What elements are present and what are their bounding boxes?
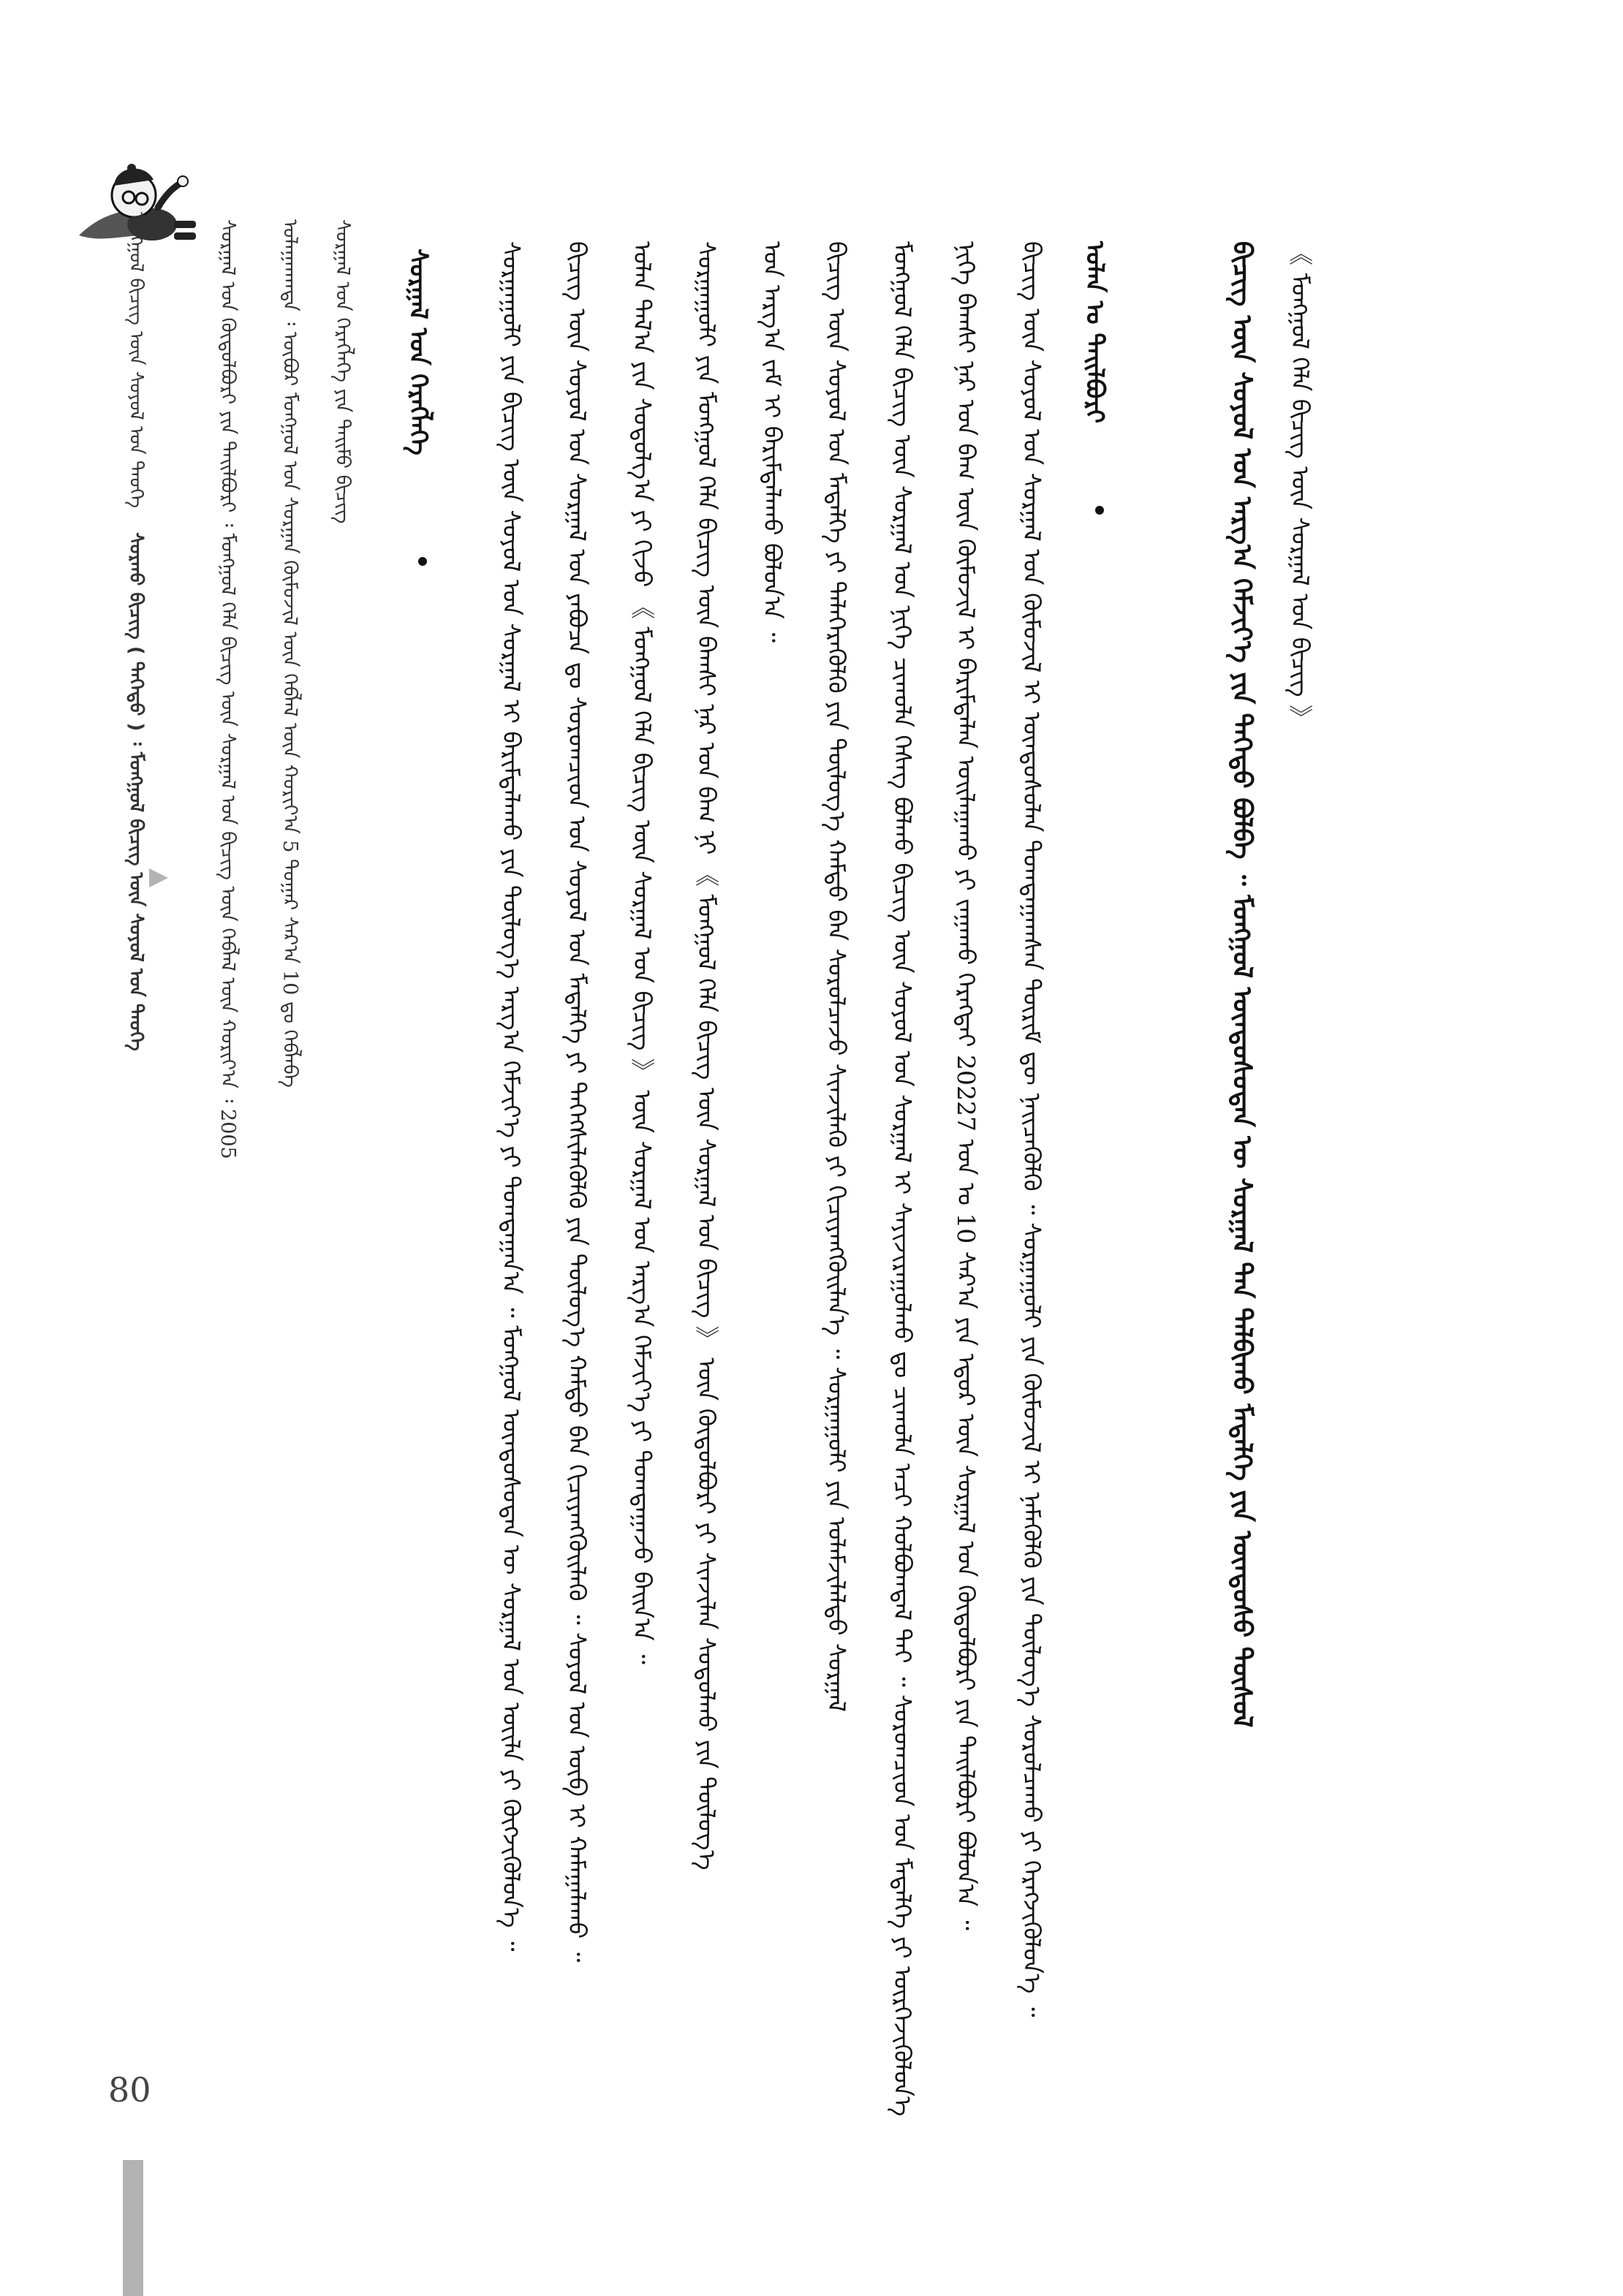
main-subheading: 《 ᠮᠣᠩᠭᠣᠯ ᠬᠡᠯᠡ ᠪᠢᠴᠢᠭ ᠦᠨ ᠰᠤᠷᠭᠠᠯ ᠤᠨ ᠪᠢᠴᠢᠭ 》	[1286, 241, 1314, 729]
body-column-2: ᠨᠢᠭᠡ ᠪᠠᠭᠰᠢ ᠨᠠᠷ ᠤᠨ ᠪᠠᠭ ᠦᠨ ᠬᠦᠮᠦᠵᠢᠯ ᠢ ᠪᠠᠷᠢᠮᠲᠠᠯᠠᠨ ᠣᠢᠯᠠᠭᠠᠬᠤ ᠶᠢ ᠵᠠᠭᠠᠬᠤ ᠬᠡᠷᠡᠭᠲᠡᠢ 20227 ᠣᠨ ᠤ 10 ᠰᠠᠷ᠎ᠠ ᠶᠢᠨ ᠡᠳᠦᠷ ᠦᠨ ᠰᠤᠷᠭᠠᠯ ᠤᠨ ᠬᠥᠲᠥᠯᠪᠦᠷᠢ ᠶᠢᠨ ᠲᠠᠢᠯᠪᠤᠷᠢ ᠪᠣᠯᠤᠨ᠎ᠠ ᠃	[952, 241, 980, 1931]
page-edge-bar	[123, 2160, 143, 2296]
body-column-4: ᠪᠢᠴᠢᠭ ᠦᠨ ᠰᠣᠶᠣᠯ ᠤᠨ ᠮᠡᠳᠡᠯᠭᠡ ᠶᠢ ᠲᠡᠯᠡᠭᠡᠷᠡᠭᠦᠯᠬᠦ ᠶᠢᠨ ᠲᠥᠯᠥᠭ᠎ᠡ ᠬᠠᠮᠲᠤ ᠪᠡᠨ ᠰᠤᠷᠤᠯᠴᠠᠵᠤ ᠰᠢᠨᠵᠢᠯᠡᠬᠦ ᠶᠢ ᠬᠢᠴᠢᠶᠡᠩᠭᠦᠢᠯᠡᠨ᠎ᠡ ᠃ ᠰᠤᠷᠭᠠᠭᠤᠯᠢ ᠶᠢᠨ ᠤᠯᠠᠮᠵᠢᠯᠠᠯᠲᠤ ᠰᠤᠷᠭᠠᠯ	[822, 241, 851, 1713]
running-head-part1: ᠮᠣᠩᠭᠣᠯ ᠪᠢᠴᠢᠭ ᠦᠨ ᠰᠣᠶᠣᠯ ᠤᠨ ᠲᠡᠦᠬᠡ	[125, 212, 147, 509]
section1-title: ᠣᠯᠠᠨ ᠤ ᠲᠠᠢᠯᠪᠤᠷᠢ	[1080, 241, 1109, 424]
main-heading: ᠪᠢᠴᠢᠭ ᠦᠨ ᠰᠣᠶᠣᠯ ᠤᠨ ᠠᠷᠭ᠎ᠠ ᠬᠡᠮᠵᠢᠶ᠎ᠡ ᠶᠢᠨ ᠳᠡᠭᠡᠳᠦ ᠪᠣᠯᠪᠠ ᠃ ᠮᠣᠩᠭᠣᠯ ᠦᠨᠳᠦᠰᠦᠲᠡᠨ ᠦ ᠰᠤᠷᠭᠠᠯ ᠲᠠᠨ ᠲᠠᠯᠪᠢᠬᠤ ᠮᠡᠳᠡᠯᠭᠡ ᠶᠢᠨ ᠦᠨᠳᠦᠰᠦ ᠲᠦᠰᠦᠯ	[1227, 241, 1257, 1728]
footnote-1: ᠰᠤᠷᠭᠠᠯ ᠤᠨ ᠬᠥᠲᠥᠯᠪᠦᠷᠢ ᠶᠢᠨ ᠲᠠᠢᠯᠪᠤᠷᠢ ᠄ ᠮᠣᠩᠭᠣᠯ ᠬᠡᠯᠡ ᠪᠢᠴᠢᠭ ᠦᠨ ᠰᠤᠷᠭᠠᠯ ᠤᠨ ᠪᠢᠴᠢᠭ ᠦᠨ ᠬᠡᠪᠯᠡᠯ ᠦᠨ ᠬᠣᠷᠢᠶ᠎ᠠ ᠄ 2005	[216, 219, 239, 1159]
body-column-9: ᠰᠤᠷᠭᠠᠭᠤᠯᠢ ᠶᠢᠨ ᠪᠢᠴᠢᠭ ᠦᠨ ᠰᠣᠶᠣᠯ ᠤᠨ ᠰᠤᠷᠭᠠᠯ ᠢ ᠪᠠᠷᠢᠮᠲᠠᠯᠠᠬᠤ ᠶᠢᠨ ᠲᠥᠯᠥᠭ᠎ᠡ ᠠᠷᠭ᠎ᠠ ᠬᠡᠮᠵᠢᠶ᠎ᠡ ᠶᠢ ᠲᠣᠭᠲᠠᠭᠠᠨ᠎ᠠ ᠃ ᠮᠣᠩᠭᠣᠯ ᠦᠨᠳᠦᠰᠦᠲᠡᠨ ᠦ ᠰᠤᠷᠭᠠᠯ ᠤᠨ ᠦᠢᠯᠡ ᠶᠢ ᠬᠥᠭᠵᠢᠭᠦᠯᠦᠨ᠎ᠡ ᠃	[497, 241, 526, 1952]
body-column-8: ᠪᠢᠴᠢᠭ ᠦᠨ ᠰᠣᠶᠣᠯ ᠤᠨ ᠰᠤᠷᠭᠠᠯ ᠤᠨ ᠶᠠᠪᠤᠴᠠ ᠳᠤ ᠰᠤᠷᠤᠭᠴᠢᠳ ᠤᠨ ᠰᠣᠶᠣᠯ ᠤᠨ ᠮᠡᠳᠡᠯᠭᠡ ᠶᠢ ᠳᠡᠭᠡᠭᠰᠢᠯᠡᠭᠦᠯᠬᠦ ᠶᠢᠨ ᠲᠥᠯᠥᠭ᠎ᠡ ᠬᠠᠮᠲᠤ ᠪᠡᠨ ᠬᠢᠴᠢᠶᠡᠩᠭᠦᠢᠯᠡᠬᠦ ᠃ ᠰᠣᠶᠣᠯ ᠤᠨ ᠥᠪ ᠢ ᠬᠠᠮᠠᠭᠠᠯᠠᠬᠤ ᠃	[563, 241, 591, 1963]
footnote-2: ᠤᠯᠠᠭᠠᠨᠬᠠᠳᠠ ᠄ ᠥᠪᠦᠷ ᠮᠣᠩᠭᠣᠯ ᠤᠨ ᠰᠤᠷᠭᠠᠨ ᠬᠦᠮᠦᠵᠢᠯ ᠦᠨ ᠬᠡᠪᠯᠡᠯ ᠦᠨ ᠬᠣᠷᠢᠶ᠎ᠠ 5 ᠳᠤᠭᠠᠷ ᠰᠠᠷ᠎ᠠ 10 ᠳᠤ ᠬᠡᠪᠯᠡᠪᠡ	[279, 219, 301, 1088]
running-head-divider	[125, 514, 147, 526]
body-column-5: ᠤᠨ ᠠᠷᠭ᠎ᠠ ᠵᠠᠮ ᠢ ᠪᠠᠷᠢᠮᠲᠠᠯᠠᠬᠤ ᠪᠣᠯᠤᠨ᠎ᠠ ᠃	[758, 241, 787, 643]
page-number: 80	[108, 2070, 151, 2110]
body-column-6: ᠰᠤᠷᠭᠠᠭᠤᠯᠢ ᠶᠢᠨ ᠮᠣᠩᠭᠣᠯ ᠬᠡᠯᠡ ᠪᠢᠴᠢᠭ ᠦᠨ ᠪᠠᠭᠰᠢ ᠨᠠᠷ ᠤᠨ ᠪᠠᠭ ᠨᠢ 《 ᠮᠣᠩᠭᠣᠯ ᠬᠡᠯᠡ ᠪᠢᠴᠢᠭ ᠦᠨ ᠰᠤᠷᠭᠠᠯ ᠤᠨ ᠪᠢᠴᠢᠭ 》 ᠦᠨ ᠬᠥᠲᠥᠯᠪᠦᠷᠢ ᠶᠢ ᠰᠢᠨᠵᠢᠯᠡᠨ ᠰᠤᠳᠤᠯᠬᠤ ᠶᠢᠨ ᠲᠥᠯᠥᠭ᠎ᠡ	[692, 241, 721, 1871]
section1-bullet	[1095, 506, 1104, 515]
section2-bullet	[418, 557, 427, 566]
body-column-1: ᠪᠢᠴᠢᠭ ᠦᠨ ᠰᠣᠶᠣᠯ ᠤᠨ ᠰᠤᠷᠭᠠᠯ ᠤᠨ ᠬᠦᠮᠦᠵᠢᠯ ᠢ ᠦᠨᠳᠦᠰᠦᠯᠡᠨ ᠲᠣᠭᠲᠠᠭᠠᠭᠰᠠᠨ ᠳᠦᠷᠢᠮ ᠳᠦ ᠨᠡᠢᠴᠡᠭᠦᠯᠬᠦ ᠃ ᠰᠤᠷᠭᠠᠭᠤᠯᠢ ᠶᠢᠨ ᠬᠦᠮᠦᠵᠢᠯ ᠢ ᠨᠡᠮᠡᠭᠦᠯᠬᠦ ᠶᠢᠨ ᠲᠥᠯᠥᠭ᠎ᠡ ᠰᠤᠷᠤᠯᠴᠠᠬᠤ ᠶᠢ ᠬᠡᠷᠡᠭᠵᠢᠭᠦᠯᠦᠨ᠎ᠡ ᠃	[1018, 241, 1046, 2017]
running-head	[124, 212, 158, 1051]
body-column-3: ᠮᠣᠩᠭᠣᠯ ᠬᠡᠯᠡ ᠪᠢᠴᠢᠭ ᠦᠨ ᠰᠤᠷᠭᠠᠯ ᠤᠨ ᠨᠢᠭᠡ ᠴᠢᠬᠤᠯᠠ ᠬᠡᠰᠡᠭ ᠪᠣᠯᠬᠤ ᠪᠢᠴᠢᠭ ᠦᠨ ᠰᠣᠶᠣᠯ ᠤᠨ ᠰᠤᠷᠭᠠᠯ ᠢ ᠰᠠᠶᠢᠵᠢᠷᠠᠭᠤᠯᠬᠤ ᠳᠤ ᠴᠢᠬᠤᠯᠠ ᠠᠴᠢ ᠬᠣᠯᠪᠣᠭᠳᠠᠯ ᠲᠠᠢ ᠃ ᠰᠤᠷᠤᠭᠴᠢᠳ ᠤᠨ ᠮᠡᠳᠡᠯᠭᠡ ᠶᠢ ᠥᠷᠭᠡᠵᠢᠭᠦᠯᠦᠨ᠎ᠡ	[888, 241, 917, 2117]
body-column-7: ᠣᠯᠠᠨ ᠲᠠᠯ᠎ᠠ ᠶᠢᠨ ᠰᠤᠳᠤᠯᠭ᠎ᠠ ᠶᠢ ᠬᠢᠵᠦ 《 ᠮᠣᠩᠭᠣᠯ ᠬᠡᠯᠡ ᠪᠢᠴᠢᠭ ᠦᠨ ᠰᠤᠷᠭᠠᠯ ᠤᠨ ᠪᠢᠴᠢᠭ 》 ᠦᠨ ᠰᠤᠷᠭᠠᠯ ᠤᠨ ᠠᠷᠭ᠎ᠠ ᠬᠡᠮᠵᠢᠶ᠎ᠡ ᠶᠢ ᠲᠣᠭᠲᠠᠭᠠᠵᠤ ᠪᠠᠢᠨ᠎ᠠ ᠃	[628, 241, 657, 1664]
section2-title: ᠰᠤᠷᠭᠠᠯ ᠤᠨ ᠬᠡᠷᠡᠭᠯᠡᠭᠡ	[404, 249, 433, 455]
footnote-3: ᠰᠤᠷᠭᠠᠯ ᠤᠨ ᠬᠡᠷᠡᠭᠯᠡᠭᠡ ᠶᠢᠨ ᠲᠡᠢᠮᠦ ᠪᠢᠴᠢᠭ	[331, 219, 354, 524]
triangle-marker-icon	[146, 865, 171, 890]
running-head-part2: ᠰᠤᠷᠬᠤ ᠪᠢᠴᠢᠭ᠌ ( ᠳᠡᠭᠡᠳᠦ ) ᠄ ᠮᠣᠩᠭᠣᠯ ᠪᠢᠴᠢᠭ ᠦᠨ ᠰᠣᠶᠣᠯ ᠤᠨ ᠲᠡᠦᠬᠡ	[125, 532, 147, 1051]
